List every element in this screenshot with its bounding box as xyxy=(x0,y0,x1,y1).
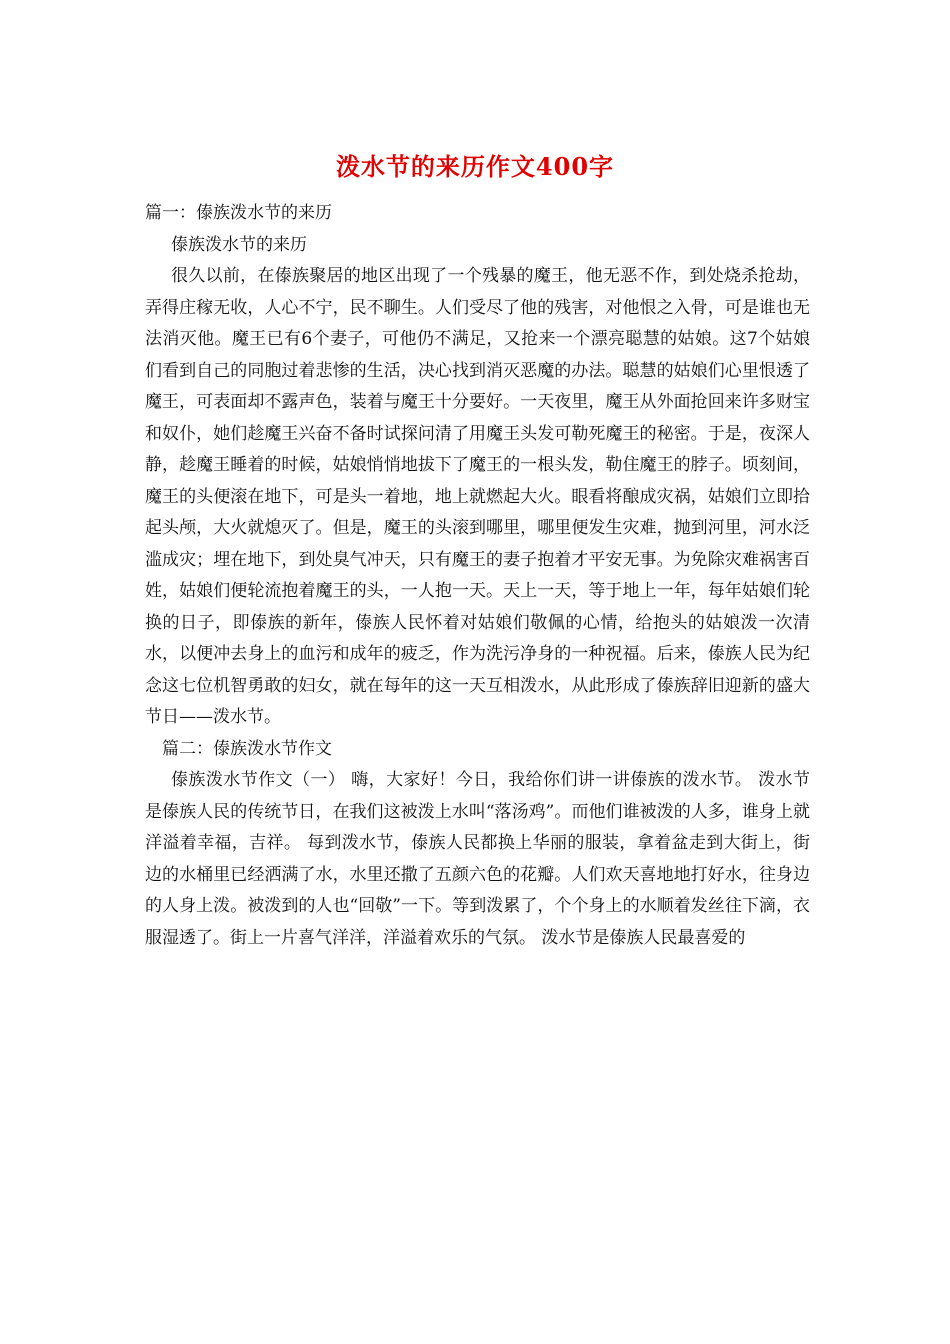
section2-heading: 篇二：傣族泼水节作文 xyxy=(162,738,332,759)
section1-subheading: 傣族泼水节的来历 xyxy=(171,234,307,255)
document-title: 泼水节的来历作文400字 xyxy=(335,152,615,181)
document-body xyxy=(145,198,810,954)
section2-paragraph: 傣族泼水节作文（一） 嗨，大家好！今日，我给你们讲一讲傣族的泼水节。 泼水节是傣族人民的传统节日，在我们这被泼上水叫“落汤鸡”。而他们谁被泼的人多，谁身上就洋溢着幸福，吉祥。 每到泼水节，傣族人民都换上华丽的服装，拿着盆走到大街上，街边的水桶里已经洒满了水，水里还撒了五颜六色的花瓣。人们欢天喜地地打好水，往身边的人身上泼。被泼到的人也“回敬”一下。等到泼累了，个个身上的水顺着发丝往下滴，衣服湿透了。街上一片喜气洋洋，洋溢着欢乐的气氛。 泼水节是傣族人民最喜爱的 xyxy=(145,770,810,948)
section1-paragraph: 很久以前，在傣族聚居的地区出现了一个残暴的魔王，他无恶不作，到处烧杀抢劫，弄得庄稼无收，人心不宁，民不聊生。人们受尽了他的残害，对他恨之入骨，可是谁也无法消灭他。魔王已有6个妻子，可他仍不满足，又抢来一个漂亮聪慧的姑娘。这7个姑娘们看到自己的同胞过着悲惨的生活，决心找到消灭恶魔的办法。聪慧的姑娘们心里恨透了魔王，可表面却不露声色，装着与魔王十分要好。一天夜里，魔王从外面抢回来许多财宝和奴仆，她们趁魔王兴奋不备时试探问清了用魔王头发可勒死魔王的秘密。于是，夜深人静，趁魔王睡着的时候，姑娘悄悄地拔下了魔王的一根头发，勒住魔王的脖子。顷刻间，魔王的头便滚在地下，可是头一着地，地上就燃起大火。眼看将酿成灾祸，姑娘们立即拾起头颅，大火就熄灭了。但是，魔王的头滚到哪里，哪里便发生灾难，抛到河里，河水泛滥成灾；埋在地下，到处臭气冲天，只有魔王的妻子抱着才平安无事。为免除灾难祸害百姓，姑娘们便轮流抱着魔王的头，一人抱一天。天上一天，等于地上一年，每年姑娘们轮换的日子，即傣族的新年，傣族人民怀着对姑娘们敬佩的心情，给抱头的姑娘泼一次清水，以便冲去身上的血污和成年的疲乏，作为洗污净身的一种祝福。后来，傣族人民为纪念这七位机智勇敢的妇女，就在每年的这一天互相泼水，从此形成了傣族辞旧迎新的盛大节日——泼水节。 xyxy=(145,266,810,727)
section1-heading: 篇一：傣族泼水节的来历 xyxy=(145,203,332,223)
